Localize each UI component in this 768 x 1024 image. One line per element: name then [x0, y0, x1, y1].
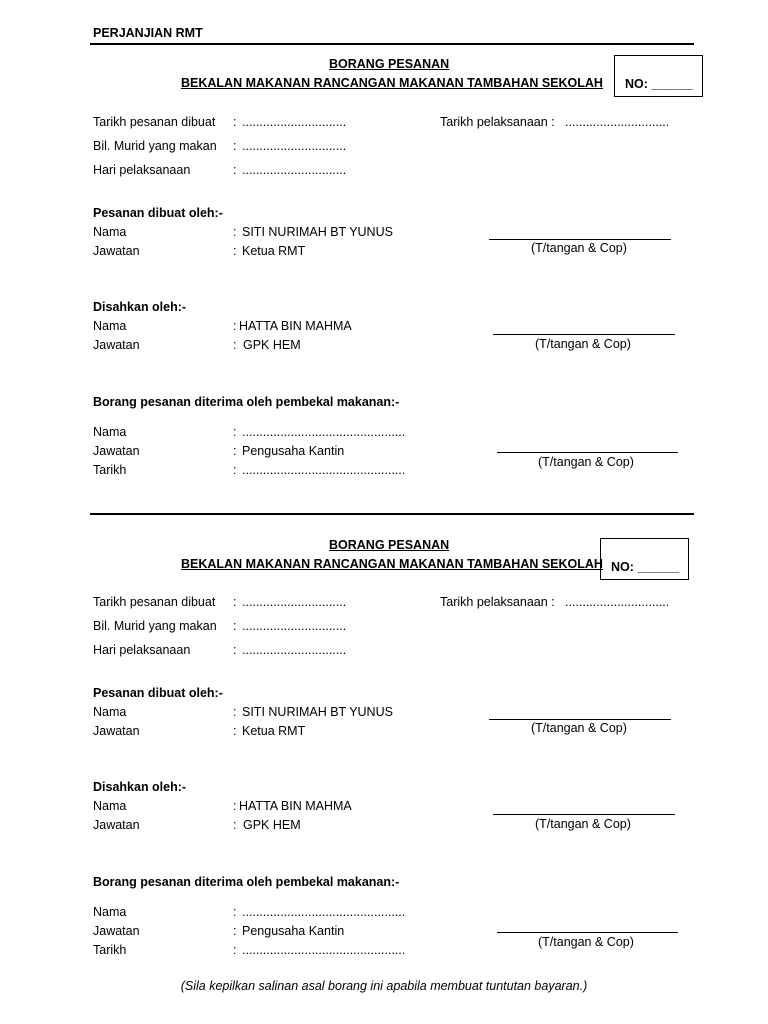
- pesanan-nama-value: SITI NURIMAH BT YUNUS: [242, 225, 393, 239]
- tarikh-dibuat-value: ..............................: [242, 115, 347, 129]
- colon: :: [233, 905, 237, 919]
- diterima-jawatan-value: Pengusaha Kantin: [242, 444, 345, 458]
- tarikh-dibuat-value: ..............................: [242, 595, 347, 609]
- colon: :: [233, 425, 237, 439]
- colon: :: [233, 463, 237, 477]
- footer-note: (Sila kepilkan salinan asal borang ini apabila membuat tuntutan bayaran.): [180, 979, 588, 993]
- form-number-box: [614, 55, 703, 97]
- colon: :: [233, 799, 237, 813]
- bil-murid-label: Bil. Murid yang makan: [93, 619, 217, 633]
- pesanan-jawatan-label: Jawatan: [93, 244, 140, 258]
- diterima-heading: Borang pesanan diterima oleh pembekal makanan:-: [93, 395, 400, 409]
- bil-murid-value: ..............................: [242, 139, 347, 153]
- tarikh-pelaksanaan-label: Tarikh pelaksanaan :: [440, 115, 555, 129]
- order-form-section-2: [0, 481, 768, 957]
- tarikh-dibuat-label: Tarikh pesanan dibuat: [93, 595, 216, 609]
- hari-pelaksanaan-value: ..............................: [242, 643, 347, 657]
- colon: :: [233, 643, 237, 657]
- diterima-tarikh-label: Tarikh: [93, 943, 127, 957]
- diterima-tarikh-value: ...............................................: [242, 463, 406, 477]
- tarikh-pelaksanaan-label: Tarikh pelaksanaan :: [440, 595, 555, 609]
- pesanan-nama-label: Nama: [93, 225, 127, 239]
- order-form-section-1: [0, 0, 768, 477]
- colon: :: [233, 818, 237, 832]
- diterima-jawatan-label: Jawatan: [93, 444, 140, 458]
- pesanan-signature-label: (T/tangan & Cop): [531, 721, 627, 735]
- bil-murid-value: ..............................: [242, 619, 347, 633]
- colon: :: [233, 338, 237, 352]
- disahkan-jawatan-value: GPK HEM: [243, 338, 301, 352]
- bil-murid-label: Bil. Murid yang makan: [93, 139, 217, 153]
- colon: :: [233, 705, 237, 719]
- disahkan-signature-label: (T/tangan & Cop): [535, 817, 631, 831]
- colon: :: [233, 724, 237, 738]
- tarikh-pelaksanaan-value: ..............................: [565, 595, 670, 609]
- colon: :: [233, 444, 237, 458]
- pesanan-signature-label: (T/tangan & Cop): [531, 241, 627, 255]
- disahkan-jawatan-label: Jawatan: [93, 818, 140, 832]
- form-number-label: NO: ______: [625, 77, 694, 91]
- disahkan-signature-label: (T/tangan & Cop): [535, 337, 631, 351]
- disahkan-jawatan-value: GPK HEM: [243, 818, 301, 832]
- pesanan-signature-line: [489, 719, 671, 720]
- form-subtitle: BEKALAN MAKANAN RANCANGAN MAKANAN TAMBAHAN SEKOLAH: [181, 76, 603, 90]
- diterima-signature-line: [497, 452, 678, 453]
- disahkan-nama-label: Nama: [93, 319, 127, 333]
- disahkan-signature-line: [493, 334, 675, 335]
- tarikh-pelaksanaan-value: ..............................: [565, 115, 670, 129]
- diterima-heading: Borang pesanan diterima oleh pembekal makanan:-: [93, 875, 400, 889]
- pesanan-nama-value: SITI NURIMAH BT YUNUS: [242, 705, 393, 719]
- pesanan-nama-label: Nama: [93, 705, 127, 719]
- diterima-tarikh-value: ...............................................: [242, 943, 406, 957]
- hari-pelaksanaan-label: Hari pelaksanaan: [93, 643, 191, 657]
- colon: :: [233, 115, 237, 129]
- form-number-label: NO: ______: [611, 560, 680, 574]
- disahkan-nama-value: HATTA BIN MAHMA: [239, 319, 352, 333]
- diterima-nama-value: ...............................................: [242, 905, 406, 919]
- diterima-jawatan-value: Pengusaha Kantin: [242, 924, 345, 938]
- disahkan-heading: Disahkan oleh:-: [93, 780, 187, 794]
- document-header-title: PERJANJIAN RMT: [93, 26, 203, 40]
- pesanan-jawatan-label: Jawatan: [93, 724, 140, 738]
- diterima-signature-label: (T/tangan & Cop): [538, 455, 634, 469]
- hari-pelaksanaan-value: ..............................: [242, 163, 347, 177]
- form-title: BORANG PESANAN: [329, 57, 450, 71]
- form-subtitle: BEKALAN MAKANAN RANCANGAN MAKANAN TAMBAHAN SEKOLAH: [181, 557, 603, 571]
- pesanan-signature-line: [489, 239, 671, 240]
- diterima-jawatan-label: Jawatan: [93, 924, 140, 938]
- form-title: BORANG PESANAN: [329, 538, 450, 552]
- pesanan-heading: Pesanan dibuat oleh:-: [93, 686, 223, 700]
- disahkan-jawatan-label: Jawatan: [93, 338, 140, 352]
- disahkan-heading: Disahkan oleh:-: [93, 300, 187, 314]
- pesanan-jawatan-value: Ketua RMT: [242, 244, 306, 258]
- colon: :: [233, 319, 237, 333]
- colon: :: [233, 924, 237, 938]
- colon: :: [233, 619, 237, 633]
- colon: :: [233, 943, 237, 957]
- disahkan-nama-label: Nama: [93, 799, 127, 813]
- diterima-signature-label: (T/tangan & Cop): [538, 935, 634, 949]
- form-number-box: [600, 538, 689, 580]
- disahkan-nama-value: HATTA BIN MAHMA: [239, 799, 352, 813]
- colon: :: [233, 244, 237, 258]
- pesanan-jawatan-value: Ketua RMT: [242, 724, 306, 738]
- diterima-signature-line: [497, 932, 678, 933]
- diterima-nama-label: Nama: [93, 425, 127, 439]
- diterima-nama-value: ...............................................: [242, 425, 406, 439]
- colon: :: [233, 139, 237, 153]
- colon: :: [233, 225, 237, 239]
- colon: :: [233, 163, 237, 177]
- colon: :: [233, 595, 237, 609]
- disahkan-signature-line: [493, 814, 675, 815]
- diterima-tarikh-label: Tarikh: [93, 463, 127, 477]
- hari-pelaksanaan-label: Hari pelaksanaan: [93, 163, 191, 177]
- tarikh-dibuat-label: Tarikh pesanan dibuat: [93, 115, 216, 129]
- pesanan-heading: Pesanan dibuat oleh:-: [93, 206, 223, 220]
- diterima-nama-label: Nama: [93, 905, 127, 919]
